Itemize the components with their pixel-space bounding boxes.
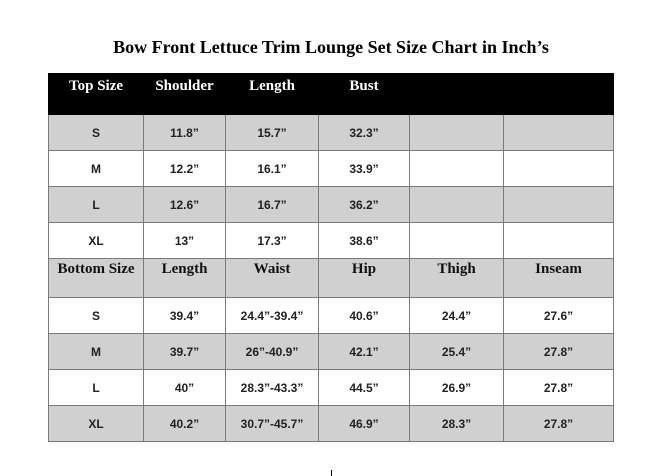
table-cell: M <box>49 334 144 370</box>
table-cell: 38.6” <box>319 223 410 259</box>
table-row <box>49 334 614 370</box>
table-row <box>49 151 614 187</box>
table-cell: 15.7” <box>226 115 319 151</box>
table-cell: 32.3” <box>319 115 410 151</box>
table-cell: L <box>49 370 144 406</box>
table-row <box>49 115 614 151</box>
page-title: Bow Front Lettuce Trim Lounge Set Size Chart in Inch’s <box>113 37 549 57</box>
header-cell <box>410 74 504 115</box>
table-cell: 17.3” <box>226 223 319 259</box>
table-cell: 46.9” <box>319 406 410 442</box>
table-cell: 27.8” <box>504 334 614 370</box>
table-cell: 28.3” <box>410 406 504 442</box>
header-cell: Length <box>226 74 319 115</box>
table-cell: 25.4” <box>410 334 504 370</box>
table-cell: XL <box>49 223 144 259</box>
table-cell <box>410 187 504 223</box>
header-cell <box>504 74 614 115</box>
table-row <box>49 223 614 259</box>
header-cell: Shoulder <box>144 74 226 115</box>
table-cell: 13” <box>144 223 226 259</box>
table-cell <box>410 115 504 151</box>
header-cell: Inseam <box>504 259 614 298</box>
table-cell: 24.4”-39.4” <box>226 298 319 334</box>
bottom-size-header-row <box>49 259 614 298</box>
table-row <box>49 370 614 406</box>
table-cell: 16.1” <box>226 151 319 187</box>
header-cell: Length <box>144 259 226 298</box>
table-cell <box>504 187 614 223</box>
table-cell: S <box>49 298 144 334</box>
header-cell: Top Size <box>49 74 144 115</box>
table-cell: 39.7” <box>144 334 226 370</box>
table-cell: S <box>49 115 144 151</box>
table-cell <box>504 223 614 259</box>
header-cell: Waist <box>226 259 319 298</box>
table-cell <box>410 223 504 259</box>
top-size-header-row <box>49 74 614 115</box>
table-cell: 28.3”-43.3” <box>226 370 319 406</box>
header-cell: Bottom Size <box>49 259 144 298</box>
table-cell: 33.9” <box>319 151 410 187</box>
table-cell: 27.6” <box>504 298 614 334</box>
table-cell <box>410 151 504 187</box>
text-cursor-mark <box>331 470 332 476</box>
table-cell: 40” <box>144 370 226 406</box>
table-cell: XL <box>49 406 144 442</box>
table-cell: 16.7” <box>226 187 319 223</box>
table-row <box>49 187 614 223</box>
table-row <box>49 406 614 442</box>
size-chart-table <box>48 73 614 442</box>
table-cell: 11.8” <box>144 115 226 151</box>
table-cell: 42.1” <box>319 334 410 370</box>
table-cell: 27.8” <box>504 406 614 442</box>
header-cell: Hip <box>319 259 410 298</box>
table-cell: 36.2” <box>319 187 410 223</box>
table-cell <box>504 151 614 187</box>
header-cell: Bust <box>319 74 410 115</box>
table-cell: 24.4” <box>410 298 504 334</box>
table-cell: 26.9” <box>410 370 504 406</box>
table-cell: 26”-40.9” <box>226 334 319 370</box>
table-cell <box>504 115 614 151</box>
table-cell: 40.6” <box>319 298 410 334</box>
table-cell: 30.7”-45.7” <box>226 406 319 442</box>
table-row <box>49 298 614 334</box>
table-cell: L <box>49 187 144 223</box>
table-cell: M <box>49 151 144 187</box>
table-cell: 12.6” <box>144 187 226 223</box>
header-cell: Thigh <box>410 259 504 298</box>
table-cell: 12.2” <box>144 151 226 187</box>
table-cell: 27.8” <box>504 370 614 406</box>
table-cell: 39.4” <box>144 298 226 334</box>
table-cell: 44.5” <box>319 370 410 406</box>
table-cell: 40.2” <box>144 406 226 442</box>
